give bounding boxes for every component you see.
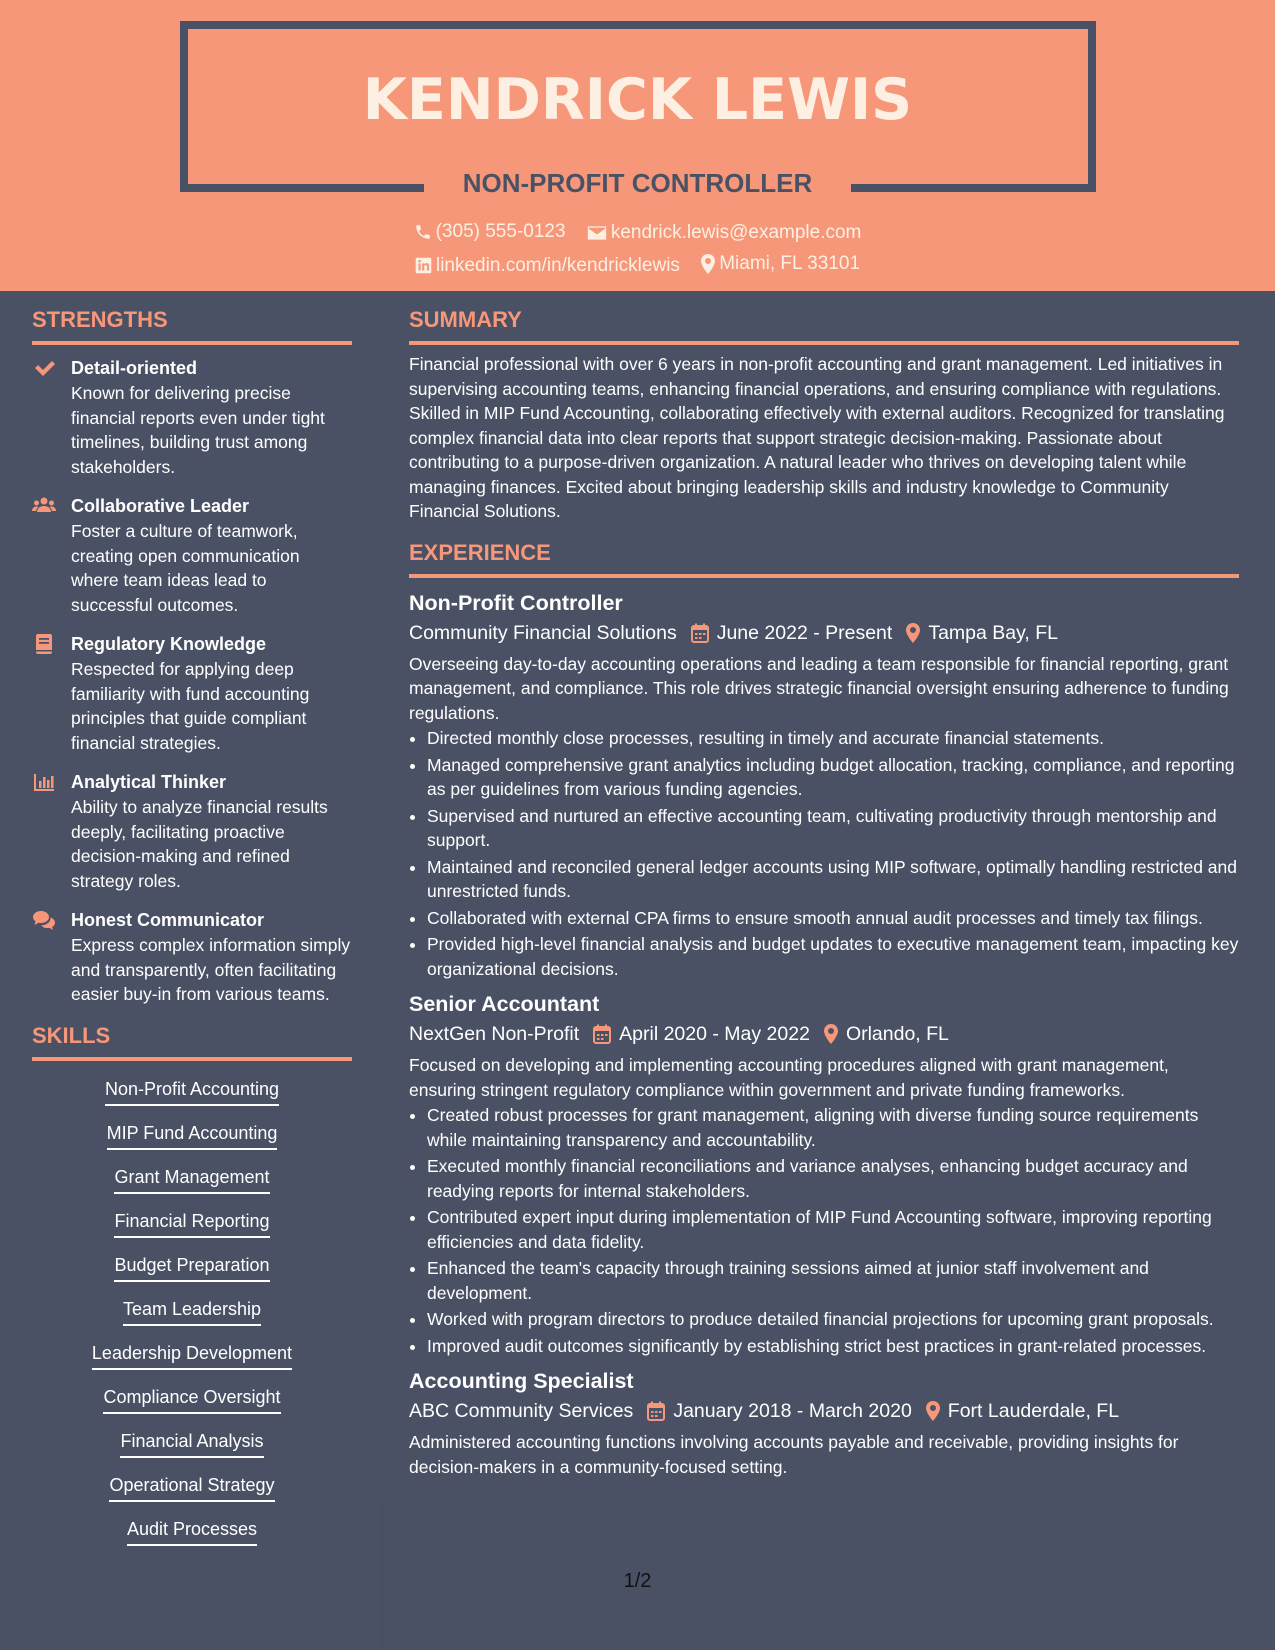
- job-bullet: • Contributed expert input during implementation of MIP Fund Accounting software, improving reporting efficiencies and data fidelity.: [427, 1205, 1239, 1254]
- page-number: 1/2: [623, 1570, 652, 1592]
- job-entry: [409, 588, 1239, 982]
- linkedin-link[interactable]: linkedin.com/in/kendricklewis: [435, 254, 680, 276]
- linkedin-icon: [415, 257, 432, 274]
- job-meta: [409, 618, 1239, 648]
- job-dates: June 2022 - Present: [716, 621, 893, 644]
- job-bullet: • Managed comprehensive grant analytics including budget allocation, tracking, compliance, and reporting as per guidelines from various funding agencies.: [427, 753, 1239, 802]
- linkedin-contact[interactable]: [415, 253, 680, 279]
- job-bullet: • Worked with program directors to produce detailed financial projections for upcoming grant proposals.: [427, 1307, 1239, 1332]
- skill-item: Leadership Development: [92, 1341, 292, 1370]
- strength-title: Detail-oriented: [71, 358, 198, 378]
- skill-item: Non-Profit Accounting: [105, 1077, 279, 1106]
- skill-item: Grant Management: [114, 1165, 269, 1194]
- job-bullet: • Created robust processes for grant management, aligning with diverse funding source requirements while maintaining transparency and accountability.: [427, 1103, 1239, 1152]
- job-role: Senior Accountant: [409, 992, 600, 1016]
- map-pin-icon: [824, 1024, 838, 1044]
- right-column: [409, 305, 1239, 1487]
- strength-desc: Foster a culture of teamwork, creating open communication where team ideas lead to successful outcomes.: [71, 521, 300, 615]
- check-icon: [32, 357, 56, 379]
- job-bullets: [409, 726, 1239, 981]
- strength-desc: Ability to analyze financial results deeply, facilitating proactive decision-making and refined strategy roles.: [71, 797, 328, 891]
- strength-item: [32, 355, 352, 479]
- job-bullet: • Maintained and reconciled general ledger accounts using MIP software, optimally handling restricted and unrestricted funds.: [427, 855, 1239, 904]
- email-contact[interactable]: [587, 220, 862, 246]
- strength-item: [32, 631, 352, 755]
- job-location: Orlando, FL: [845, 1023, 949, 1045]
- job-meta: [409, 1396, 1239, 1426]
- job-bullet: • Directed monthly close processes, resulting in timely and accurate financial statements.: [427, 726, 1239, 751]
- skill-item: Financial Analysis: [120, 1429, 263, 1458]
- job-entry: [409, 1366, 1239, 1479]
- bar-chart-icon: [32, 771, 56, 793]
- job-dates: January 2018 - March 2020: [673, 1400, 912, 1422]
- strength-desc: Known for delivering precise financial reports even under tight timelines, building trust among stakeholders.: [71, 383, 325, 477]
- strength-title: Analytical Thinker: [71, 772, 227, 792]
- summary-heading: SUMMARY: [409, 305, 1239, 345]
- job-bullet: • Improved audit outcomes significantly by establishing strict best practices in grant-related processes.: [427, 1334, 1239, 1359]
- skills-heading: SKILLS: [32, 1021, 352, 1061]
- phone-contact: [414, 219, 566, 245]
- map-pin-icon: [701, 254, 715, 274]
- job-bullet: • Supervised and nurtured an effective accounting team, cultivating productivity through mentorship and support.: [427, 804, 1239, 853]
- job-bullet: • Collaborated with external CPA firms to ensure smooth annual audit processes and timely tax filings.: [427, 906, 1239, 931]
- map-pin-icon: [906, 623, 920, 643]
- contact-row-1: [0, 219, 1275, 249]
- phone-icon: [414, 223, 432, 241]
- skill-item: Audit Processes: [127, 1517, 257, 1546]
- job-company: NextGen Non-Profit: [409, 1023, 580, 1045]
- job-company: ABC Community Services: [409, 1400, 634, 1422]
- users-icon: [32, 495, 56, 517]
- map-pin-icon: [926, 1401, 940, 1421]
- job-company: Community Financial Solutions: [409, 621, 677, 644]
- strength-title: Regulatory Knowledge: [71, 634, 267, 654]
- strength-item: [32, 769, 352, 893]
- job-bullets: [409, 1103, 1239, 1358]
- skill-list: [32, 1071, 352, 1561]
- strength-item: [32, 493, 352, 617]
- skill-item: Compliance Oversight: [103, 1385, 280, 1414]
- strength-desc: Express complex information simply and transparently, often facilitating easier buy-in from various teams.: [71, 935, 351, 1004]
- strength-desc: Respected for applying deep familiarity with fund accounting principles that guide compliant financial strategies.: [71, 659, 310, 753]
- job-location: Fort Lauderdale, FL: [947, 1400, 1120, 1422]
- comments-icon: [32, 909, 56, 931]
- strength-title: Honest Communicator: [71, 910, 265, 930]
- job-bullet: • Enhanced the team's capacity through training sessions aimed at junior staff involvement and development.: [427, 1256, 1239, 1305]
- job-role: Non-Profit Controller: [409, 590, 623, 615]
- calendar-icon: [593, 1024, 611, 1044]
- job-dates: April 2020 - May 2022: [619, 1023, 810, 1045]
- skill-item: Budget Preparation: [114, 1253, 269, 1282]
- experience-heading: EXPERIENCE: [409, 538, 1239, 578]
- job-bullet: • Executed monthly financial reconciliations and variance analyses, enhancing budget accuracy and readying reports for internal stakeholders.: [427, 1154, 1239, 1203]
- job-role: Accounting Specialist: [409, 1369, 634, 1393]
- job-description: Administered accounting functions involving accounts payable and receivable, providing insights for decision-makers in a community-focused setting.: [409, 1432, 1179, 1477]
- phone-text: (305) 555-0123: [435, 221, 566, 242]
- skill-item: Operational Strategy: [109, 1473, 274, 1502]
- left-column: [32, 305, 352, 1561]
- strength-title: Collaborative Leader: [71, 496, 250, 516]
- location-contact: [701, 251, 860, 277]
- calendar-icon: [691, 623, 709, 643]
- summary-text: Financial professional with over 6 years in non-profit accounting and grant management. Led initiatives in supervising accounting teams, enhancing financial operations, and ensuring compliance with regulations. Skilled in MIP Fund Accounting, collaborating effectively with external auditors. Recognized for translating complex financial data into clear reports that support strategic decision-making. Passionate about contributing to a purpose-driven organization. A natural leader who thrives on developing talent while managing finances. Excited about bringing leadership skills and industry knowledge to Community Financial Solutions.: [409, 354, 1225, 521]
- envelope-icon: [587, 225, 607, 241]
- skill-item: Team Leadership: [123, 1297, 261, 1326]
- job-entry: [409, 989, 1239, 1358]
- job-bullet: • Provided high-level financial analysis and budget updates to executive management team, impacting key organizational decisions.: [427, 932, 1239, 981]
- email-link[interactable]: kendrick.lewis@example.com: [610, 222, 862, 243]
- calendar-icon: [647, 1401, 665, 1421]
- job-meta: [409, 1019, 1239, 1049]
- strength-item: [32, 907, 352, 1007]
- job-description: Focused on developing and implementing accounting procedures aligned with grant management, ensuring stringent regulatory compliance within government and private funding frameworks.: [409, 1055, 1169, 1100]
- candidate-name: KENDRICK LEWIS: [362, 67, 913, 133]
- location-text: Miami, FL 33101: [719, 253, 861, 274]
- job-description: Overseeing day-to-day accounting operations and leading a team responsible for financial reporting, grant management, and compliance. This role drives strategic financial oversight ensuring adherence to funding regulations.: [409, 653, 1229, 723]
- book-icon: [32, 633, 56, 655]
- strengths-heading: STRENGTHS: [32, 305, 352, 345]
- contact-row-2: [0, 251, 1275, 282]
- skill-item: MIP Fund Accounting: [107, 1121, 278, 1150]
- skill-item: Financial Reporting: [114, 1209, 269, 1238]
- job-title: NON-PROFIT CONTROLLER: [462, 168, 813, 198]
- resume-header: [0, 0, 1275, 291]
- job-location: Tampa Bay, FL: [928, 621, 1059, 644]
